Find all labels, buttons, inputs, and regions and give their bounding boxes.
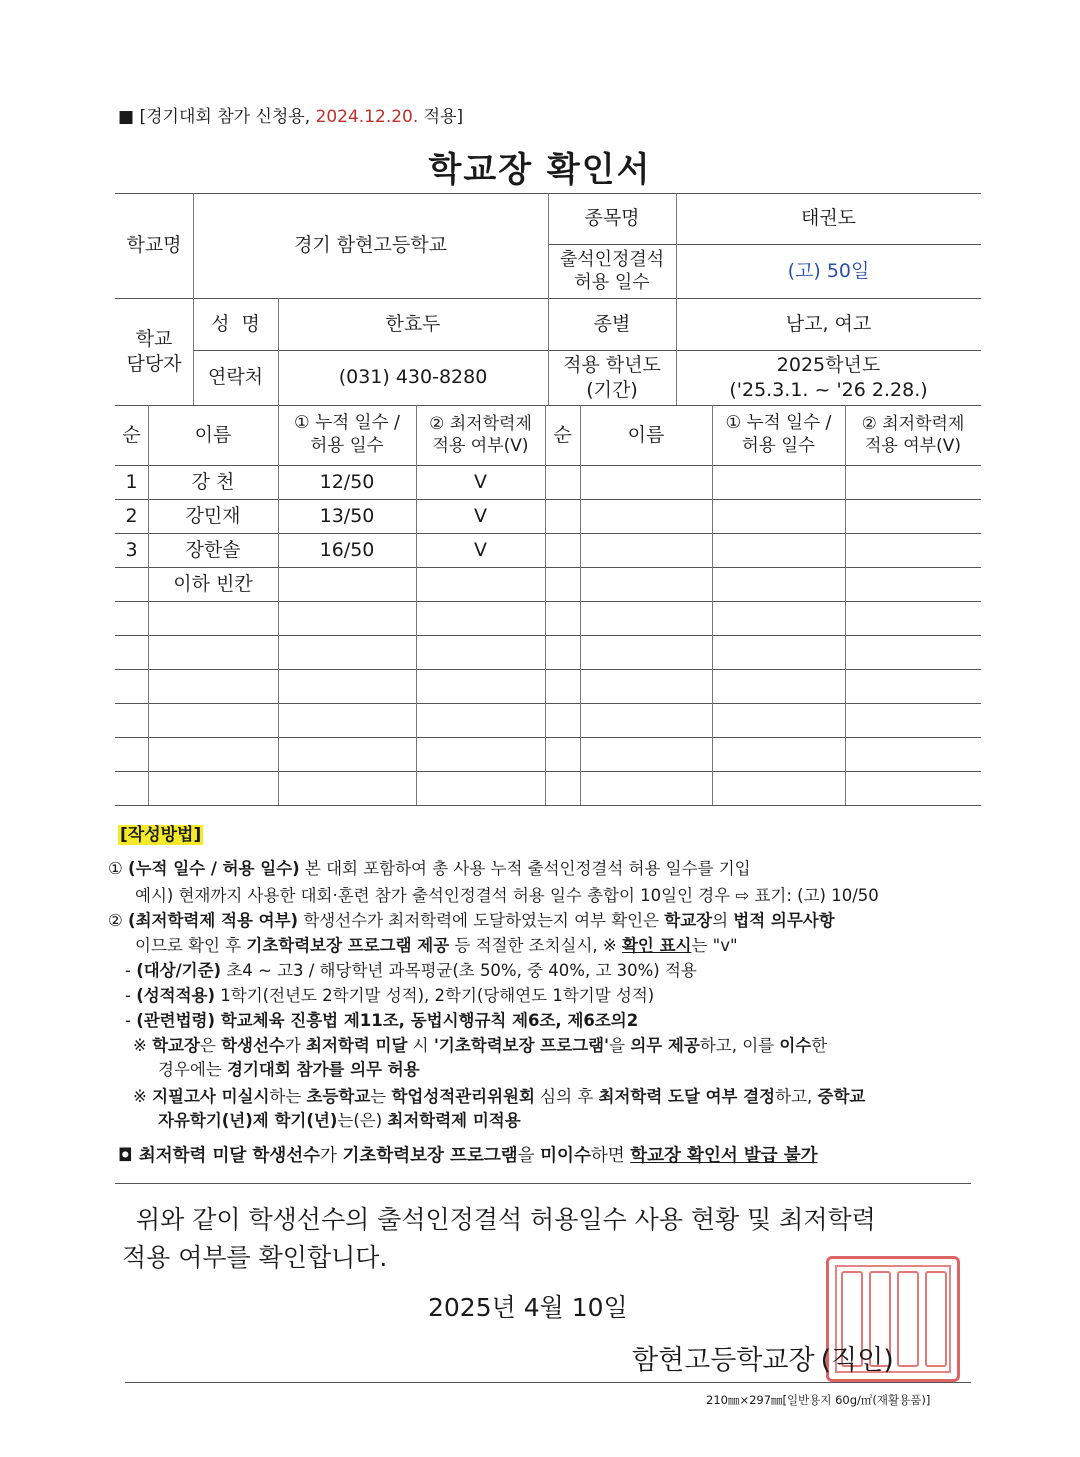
sport-value: 태권도 <box>800 207 857 230</box>
row-check: V <box>474 470 487 493</box>
school-year-value-line1: 2025학년도 <box>776 353 881 376</box>
col-min-header-right-line1: ② 최저학력제 <box>861 413 965 434</box>
row-days: 12/50 <box>319 470 375 493</box>
confirm-line-2: 적용 여부를 확인합니다. <box>122 1243 388 1272</box>
instruction-line-11: 자유학기(년)제 학기(년)는(은) 최저학력제 미적용 <box>158 1111 521 1130</box>
form-header <box>118 102 463 127</box>
row-no <box>115 567 148 601</box>
header-date: 2024.12.20. <box>315 107 419 127</box>
sport-label: 종목명 <box>584 207 640 230</box>
instruction-line-6: - (성적적용) 1학기(전년도 2학기말 성적), 2학기(당해연도 1학기말 성적) <box>125 986 655 1005</box>
instructions-heading <box>118 820 203 845</box>
header-prefix: ■ [경기대회 참가 신청용, <box>118 107 316 127</box>
row-days: 16/50 <box>319 538 375 561</box>
confirm-line-1: 위와 같이 학생선수의 출석인정결석 허용일수 사용 현황 및 최저학력 <box>136 1205 876 1234</box>
signer <box>632 1338 894 1377</box>
category-value: 남고, 여고 <box>785 312 872 335</box>
col-min-header-line2: 적용 여부(V) <box>432 436 529 456</box>
page-title: 학교장 확인서 <box>428 150 652 190</box>
school-year-label-line1: 적용 학년도 <box>563 353 661 376</box>
row-no: 1 <box>125 470 138 493</box>
col-days-header-right-line1: ① 누적 일수 / <box>725 413 832 434</box>
instruction-line-4: 이므로 확인 후 기초학력보장 프로그램 제공 등 적절한 조치실시, ※ 확인 표시는 "v" <box>135 936 738 955</box>
instruction-line-1: ① (누적 일수 / 허용 일수) 본 대회 포함하여 총 사용 누적 출석인정결석 허용 일수를 기입 <box>108 859 751 878</box>
col-days-header-line2: 허용 일수 <box>310 436 384 456</box>
col-no-header-right: 순 <box>553 423 572 446</box>
instructions-heading-text: [작성방법] <box>120 825 202 845</box>
manager-label-line2: 담당자 <box>126 352 182 375</box>
instruction-line-7: - (관련법령) 학교체육 진흥법 제11조, 동법시행규칙 제6조, 제6조의2 <box>125 1011 639 1030</box>
col-min-header-right-line2: 적용 여부(V) <box>865 436 961 456</box>
row-no: 2 <box>125 504 138 527</box>
instruction-line-5: - (대상/기준) 초4 ~ 고3 / 해당학년 과목평균(초 50%, 중 40%, 고 30%) 적용 <box>125 961 697 980</box>
school-name-label: 학교명 <box>126 234 182 257</box>
row-check: V <box>474 538 487 561</box>
instruction-line-9: 경우에는 경기대회 참가를 의무 허용 <box>158 1060 420 1079</box>
row-no: 3 <box>125 538 138 561</box>
row-check: V <box>474 504 487 527</box>
instruction-line-10: ※ 지필고사 미실시하는 초등학교는 학업성적관리위원회 심의 후 최저학력 도달 여부 결정하고, 중학교 <box>133 1087 866 1106</box>
col-name-header-right: 이름 <box>627 423 665 446</box>
manager-name-label: 성 명 <box>211 312 260 335</box>
signer-name: 함현고등학교장 <box>632 1345 815 1376</box>
manager-label-line1: 학교 <box>135 327 173 350</box>
school-name-value: 경기 함현고등학교 <box>294 234 447 257</box>
col-min-header-line1: ② 최저학력제 <box>429 413 532 434</box>
row-check <box>416 567 545 601</box>
instruction-line-8: ※ 학교장은 학생선수가 최저학력 미달 시 '기초학력보장 프로그램'을 의무 제공하고, 이를 이수한 <box>133 1036 828 1055</box>
manager-name-value: 한효두 <box>385 312 441 335</box>
seal-note: (직인) <box>820 1345 894 1376</box>
col-min-header-right <box>845 405 981 465</box>
col-days-header-right <box>712 405 845 465</box>
school-year-label <box>548 350 676 405</box>
col-min-header <box>416 405 545 465</box>
col-days-header-right-line2: 허용 일수 <box>741 436 816 456</box>
row-name: 강 천 <box>191 470 235 493</box>
confirm-date: 2025년 4월 10일 <box>428 1293 628 1322</box>
row-name: 강민재 <box>185 504 241 527</box>
row-days <box>278 567 416 601</box>
col-name-header: 이름 <box>194 423 232 446</box>
allowed-days-label-line1: 출석인정결석 <box>559 248 665 270</box>
instruction-line-2: 예시) 현재까지 사용한 대회·훈련 참가 출석인정결석 허용 일수 총합이 10일인 경우 ⇨ 표기: (고) 10/50 <box>135 886 879 905</box>
row-days: 13/50 <box>319 504 375 527</box>
allowed-days-label <box>548 244 676 298</box>
instruction-line-12: ◘ 최저학력 미달 학생선수가 기초학력보장 프로그램을 미이수하면 학교장 확인서 발급 불가 <box>118 1146 818 1166</box>
row-name: 장한솔 <box>185 538 241 561</box>
contact-label: 연락처 <box>207 366 264 389</box>
allowed-days-value: (고) 50일 <box>787 259 870 282</box>
manager-label <box>115 298 193 405</box>
category-label: 종별 <box>593 312 631 335</box>
school-year-value <box>676 350 981 405</box>
contact-value: (031) 430-8280 <box>338 366 488 389</box>
footer-paper-spec: 210㎜×297㎜[일반용지 60g/㎡(재활용품)] <box>706 1393 931 1407</box>
allowed-days-label-line2: 허용 일수 <box>574 272 650 293</box>
school-year-label-line2: (기간) <box>586 378 638 401</box>
col-no-header: 순 <box>122 423 141 446</box>
header-suffix: 적용] <box>418 107 464 127</box>
col-days-header <box>278 405 416 465</box>
school-year-value-line2: ('25.3.1. ~ '26 2.28.) <box>729 378 928 401</box>
row-name: 이하 빈칸 <box>173 572 253 595</box>
col-days-header-line1: ① 누적 일수 / <box>294 413 400 434</box>
instruction-line-3: ② (최저학력제 적용 여부) 학생선수가 최저학력에 도달하였는지 여부 확인은 학교장의 법적 의무사항 <box>108 911 835 930</box>
